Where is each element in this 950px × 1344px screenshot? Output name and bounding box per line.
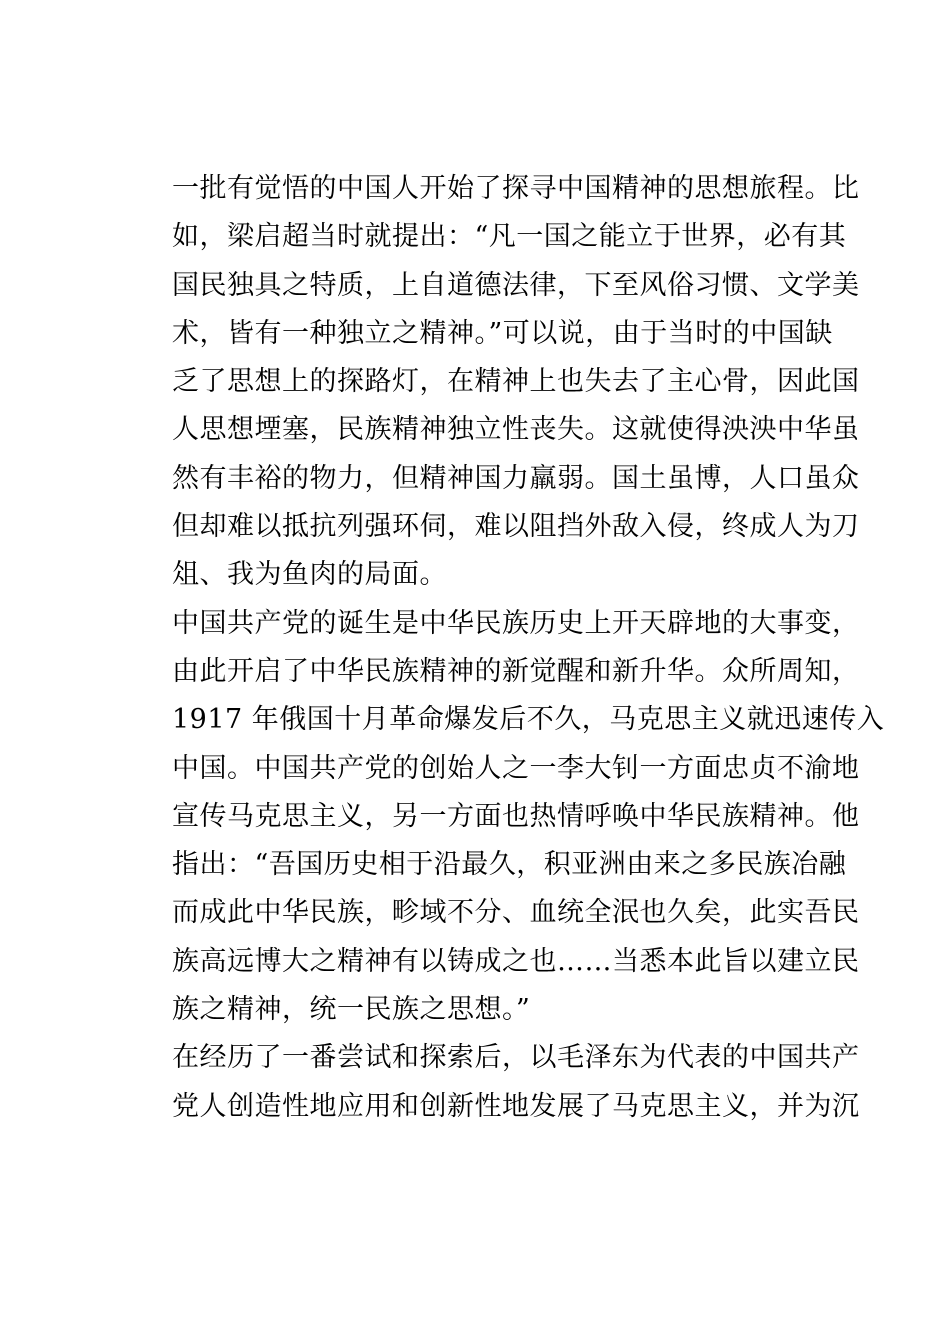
text-line: 宣传马克思主义，另一方面也热情呼唤中华民族精神。他 <box>172 800 860 832</box>
text-line: 1917 年俄国十月革命爆发后不久，马克思主义就迅速传入 <box>172 704 885 736</box>
text-line: 如，梁启超当时就提出：“凡一国之能立于世界，必有其 <box>172 221 847 253</box>
text-line: 俎、我为鱼肉的局面。 <box>172 559 447 591</box>
text-line: 术，皆有一种独立之精神。”可以说，由于当时的中国缺 <box>172 317 833 349</box>
text-line: 在经历了一番尝试和探索后，以毛泽东为代表的中国共产 <box>172 1042 860 1074</box>
text-line: 人思想堙塞，民族精神独立性丧失。这就使得泱泱中华虽 <box>172 414 860 446</box>
text-line: 中国。中国共产党的创始人之一李大钊一方面忠贞不渝地 <box>172 752 860 784</box>
text-line: 党人创造性地应用和创新性地发展了马克思主义，并为沉 <box>172 1090 860 1122</box>
text-line: 族之精神，统一民族之思想。” <box>172 994 531 1026</box>
text-line: 然有丰裕的物力，但精神国力羸弱。国土虽博，人口虽众 <box>172 462 860 494</box>
text-line: 国民独具之特质，上自道德法律，下至风俗习惯、文学美 <box>172 269 860 301</box>
text-line: 指出：“吾国历史相于沿最久，积亚洲由来之多民族冶融 <box>172 849 847 881</box>
text-line: 由此开启了中华民族精神的新觉醒和新升华。众所周知， <box>172 655 860 687</box>
text-line: 族高远博大之精神有以铸成之也……当悉本此旨以建立民 <box>172 945 860 977</box>
text-line: 但却难以抵抗列强环伺，难以阻挡外敌入侵，终成人为刀 <box>172 511 860 543</box>
text-line: 中国共产党的诞生是中华民族历史上开天辟地的大事变， <box>172 607 860 639</box>
text-line: 而成此中华民族，畛域不分、血统全泯也久矣，此实吾民 <box>172 897 860 929</box>
text-line: 乏了思想上的探路灯，在精神上也失去了主心骨，因此国 <box>172 366 860 398</box>
text-line: 一批有觉悟的中国人开始了探寻中国精神的思想旅程。比 <box>172 173 860 204</box>
document-body-text <box>172 165 885 1131</box>
